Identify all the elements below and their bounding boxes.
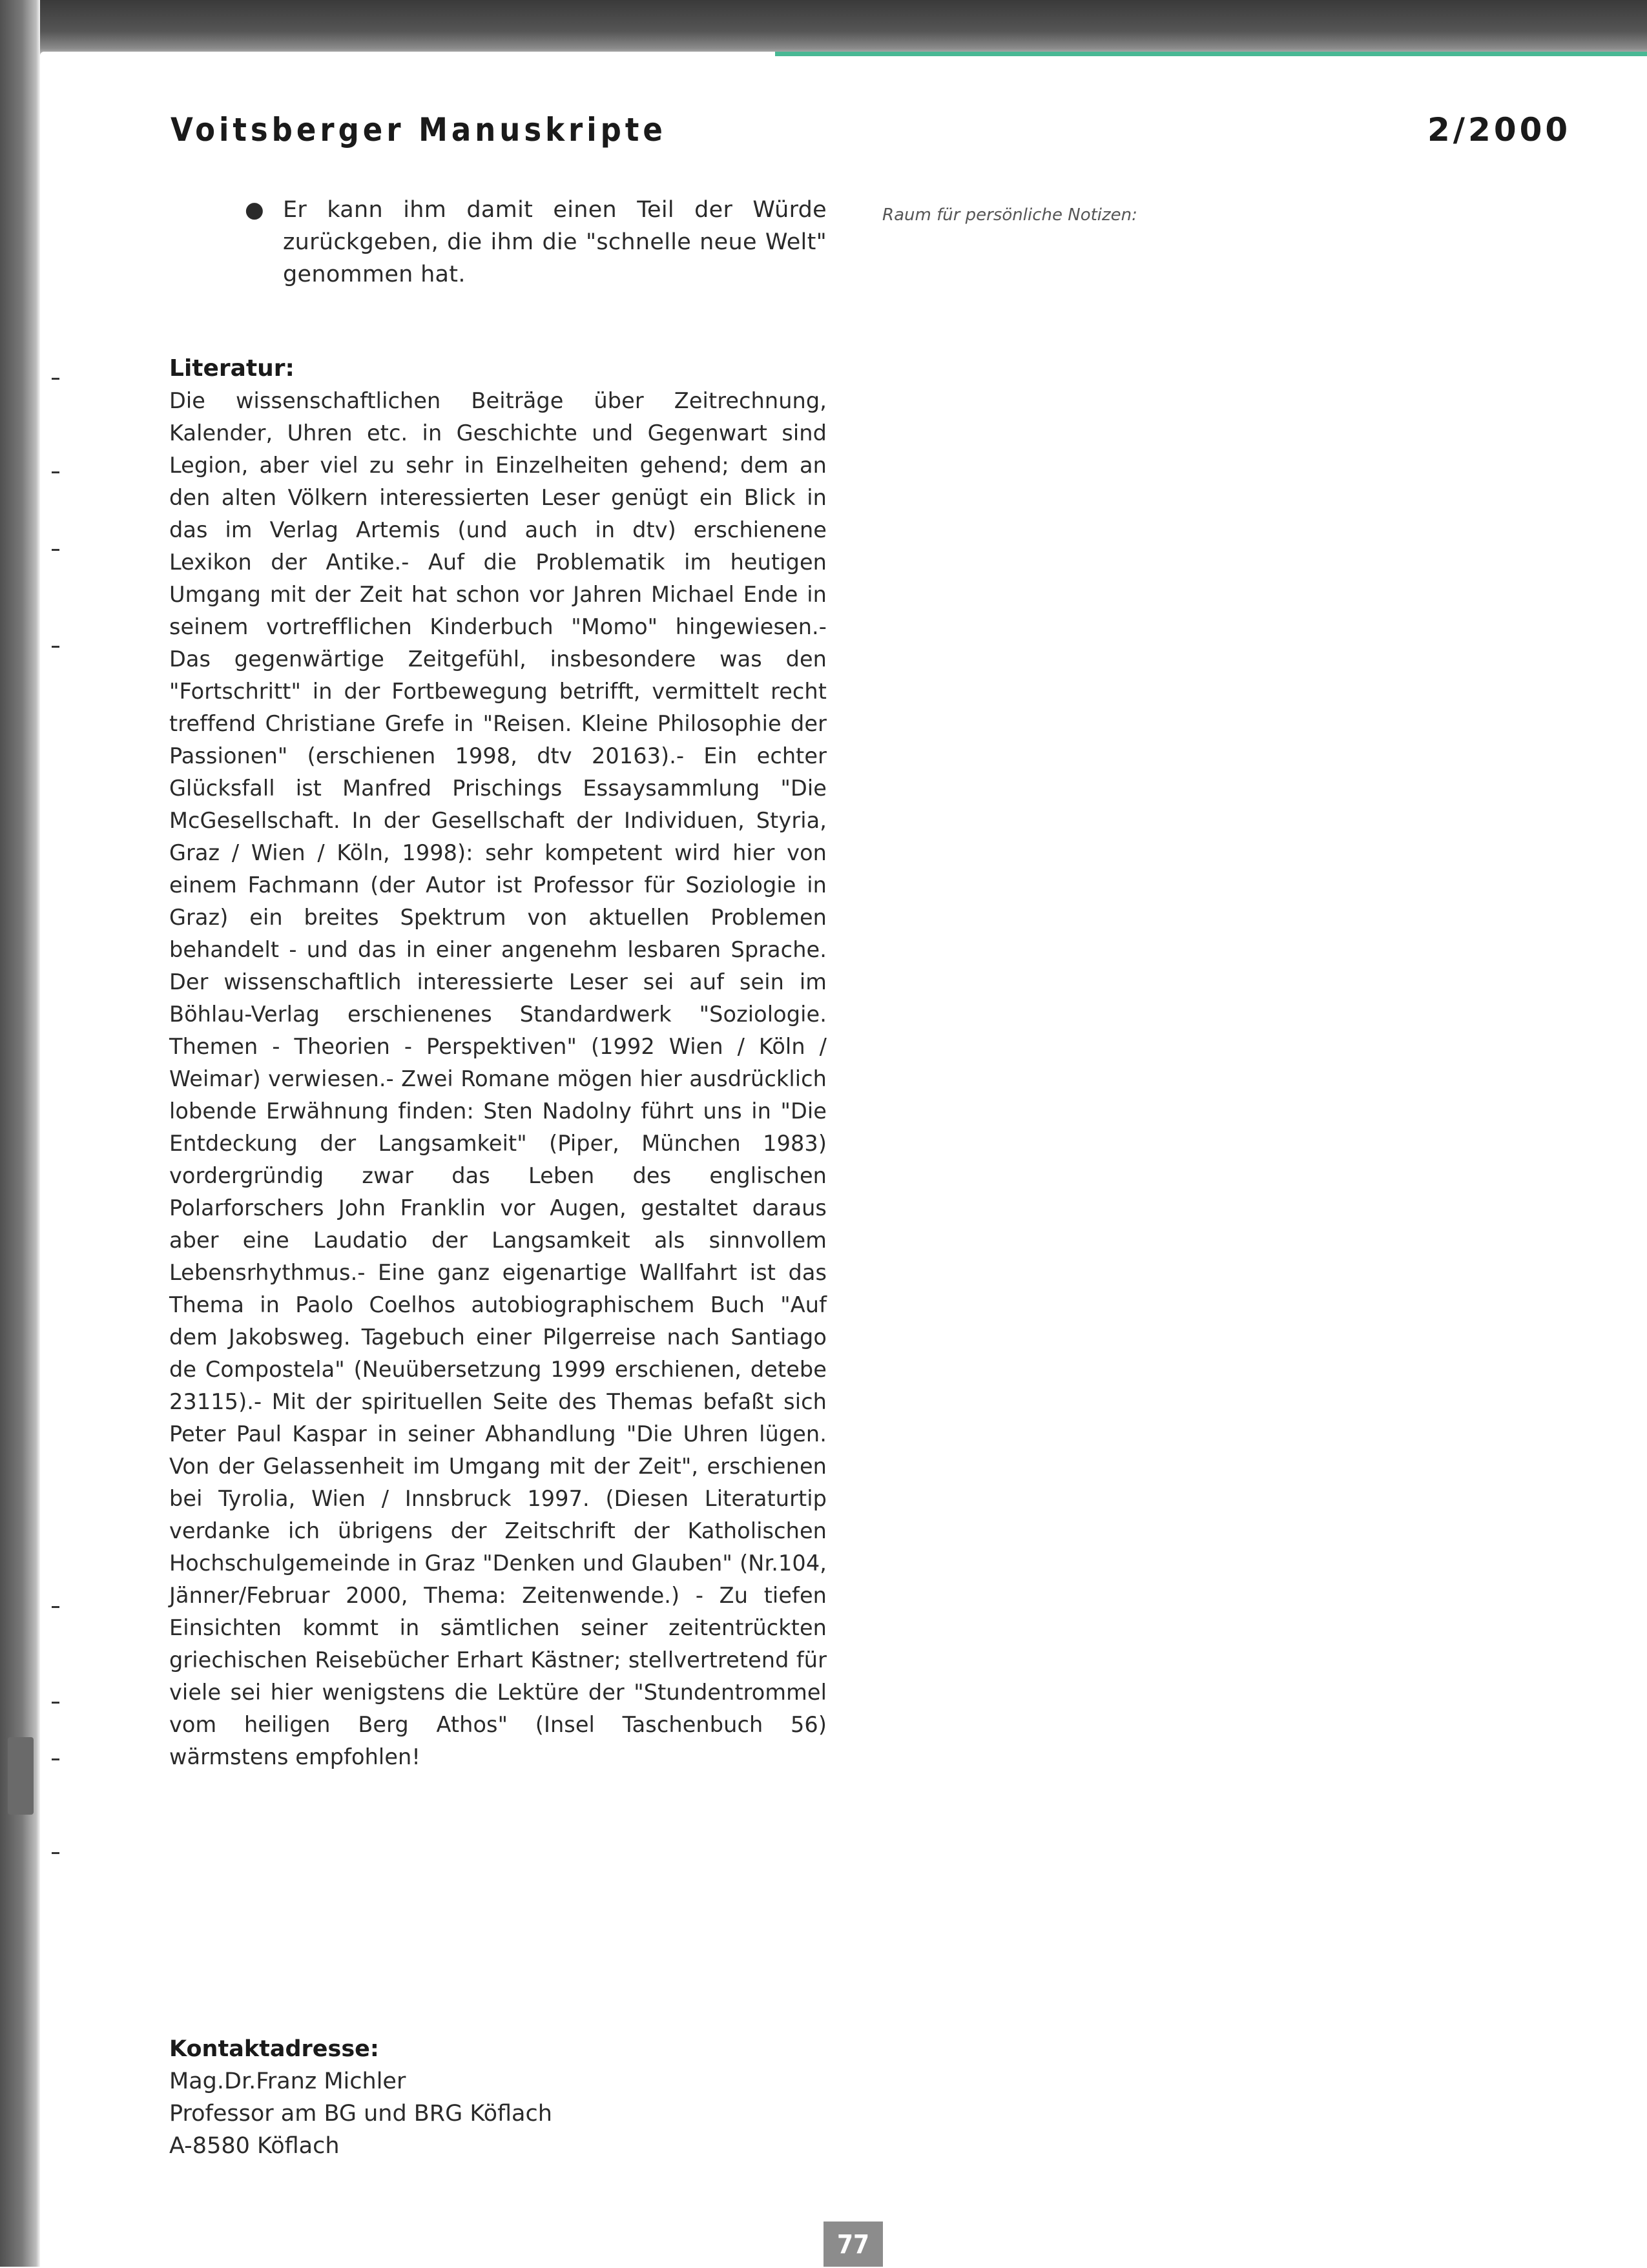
binding-mark (52, 1852, 59, 1854)
page-accent-strip (775, 52, 1647, 56)
page-number: 77 (824, 2222, 883, 2267)
bullet-item (245, 194, 827, 291)
issue-number: 2/2000 (1427, 111, 1571, 149)
scan-shadow-top (0, 0, 1647, 57)
contact-position: Professor am BG und BRG Köflach (169, 2101, 552, 2127)
binding-mark (52, 1606, 59, 1608)
contact-address: A-8580 Köflach (169, 2133, 340, 2159)
contact-heading: Kontaktadresse: (169, 2036, 379, 2062)
binding-mark (52, 549, 59, 551)
main-column (169, 194, 827, 1773)
scan-shadow-left (0, 0, 40, 2267)
bullet-text: Er kann ihm damit einen Teil der Würde zurückgeben, die ihm die "schnelle neue Welt" genommen hat. (283, 197, 827, 287)
literature-body: Die wissenschaftlichen Beiträge über Zeitrechnung, Kalender, Uhren etc. in Geschichte und Gegenwart sind Legion, aber viel zu sehr in Einzelheiten gehend; dem an den alten Völkern interessierten Leser genügt ein Blick in das im Verlag Artemis (und auch in dtv) erschienene Lexikon der Antike.- Auf die Problematik im heutigen Umgang mit der Zeit hat schon vor Jahren Michael Ende in seinem vortrefflichen Kinderbuch "Momo" hingewiesen.- Das gegenwärtige Zeitgefühl, insbesondere was den "Fortschritt" in der Fortbewegung betrifft, vermittelt recht treffend Christiane Grefe in "Reisen. Kleine Philosophie der Passionen" (erschienen 1998, dtv 20163).- Ein echter Glücksfall ist Manfred Prischings Essaysammlung "Die McGesellschaft. In der Gesellschaft der Individuen, Styria, Graz / Wien / Köln, 1998): sehr kompetent wird hier von einem Fachmann (der Autor ist Professor für Soziologie in Graz) ein breites Spektrum von aktuellen Problemen behandelt - und das in einer angenehm lesbaren Sprache. Der wissenschaftlich interessierte Leser sei auf sein im Böhlau-Verlag erschienenes Standardwerk "Soziologie. Themen - Theorien - Perspektiven" (1992 Wien / Köln / Weimar) verwiesen.- Zwei Romane mögen hier ausdrücklich lobende Erwähnung finden: Sten Nadolny führt uns in "Die Entdeckung der Langsamkeit" (Piper, München 1983) vordergründig zwar das Leben des englischen Polarforschers John Franklin vor Augen, gestaltet daraus aber eine Laudatio der Langsamkeit als sinnvollem Lebensrhythmus.- Eine ganz eigenartige Wallfahrt ist das Thema in Paolo Coelhos autobiographischem Buch "Auf dem Jakobsweg. Tagebuch einer Pilgerreise nach Santiago de Compostela" (Neuübersetzung 1999 erschienen, detebe 23115).- Mit der spirituellen Seite des Themas befaßt sich Peter Paul Kaspar in seiner Abhandlung "Die Uhren lügen. Von der Gelassenheit im Umgang mit der Zeit", erschienen bei Tyrolia, Wien / Innsbruck 1997. (Diesen Literaturtip verdanke ich übrigens der Zeitschrift der Katholischen Hochschulgemeinde in Graz "Denken und Glauben" (Nr.104, Jänner/Februar 2000, Thema: Zeitenwende.) - Zu tiefen Einsichten kommt in sämtlichen seiner zeitentrückten griechischen Reisebücher Erhart Kästner; stellvertretend für viele sei hier wenigstens die Lektüre der "Stundentrommel vom heiligen Berg Athos" (Insel Taschenbuch 56) wärmstens empfohlen! (169, 388, 827, 1769)
binding-mark (52, 646, 59, 648)
journal-title: Voitsberger Manuskripte (171, 111, 667, 149)
binding-mark (52, 471, 59, 473)
binding-mark (52, 1702, 59, 1704)
binding-tab (8, 1737, 34, 1815)
contact-block (169, 2033, 751, 2162)
binding-mark (52, 1758, 59, 1760)
literature-heading: Literatur: (169, 355, 295, 382)
contact-name: Mag.Dr.Franz Michler (169, 2068, 406, 2094)
bullet-icon: ● (245, 197, 264, 223)
binding-mark (52, 378, 59, 380)
notes-label: Raum für persönliche Notizen: (882, 205, 1137, 225)
